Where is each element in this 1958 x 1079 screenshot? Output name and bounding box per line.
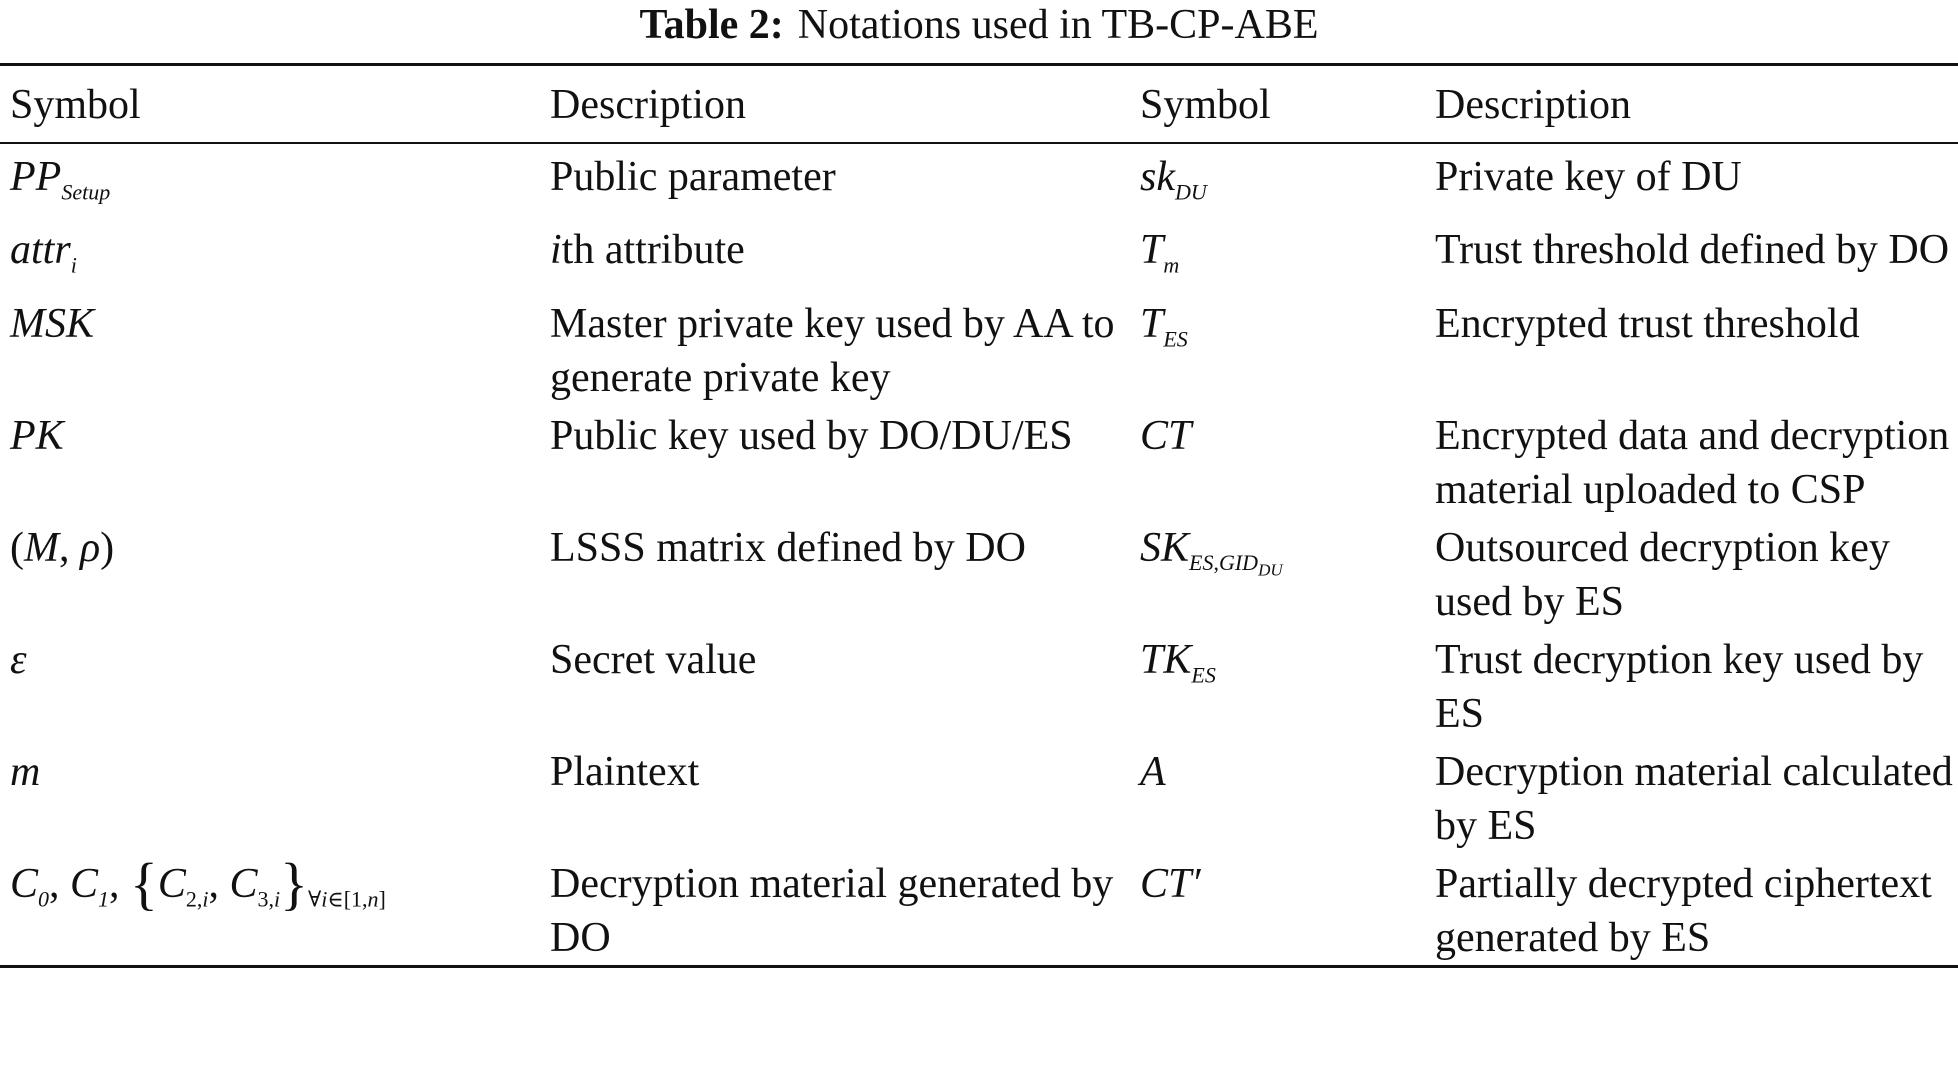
description-cell: Private key of DU bbox=[1435, 154, 1742, 200]
description-cell: Partially decrypted ciphertext generated by ES bbox=[1435, 860, 1932, 961]
header-symbol-2: Symbol bbox=[1140, 82, 1271, 128]
table-row bbox=[0, 293, 1958, 405]
description-cell: Encrypted data and decryption material uploaded to CSP bbox=[1435, 412, 1950, 513]
caption-label: Table 2: bbox=[639, 2, 784, 48]
symbol-cell: m bbox=[10, 748, 41, 795]
symbol-cell: $T_m$ bbox=[1140, 227, 1180, 278]
symbol-cell: $TK_{ES}$ bbox=[1140, 636, 1216, 688]
description-cell: Secret value bbox=[550, 636, 757, 683]
symbol-cell: $sk_{DU}$ bbox=[1140, 154, 1207, 205]
symbol-cell: PK bbox=[10, 412, 64, 459]
description-cell: Outsourced decryption key used by ES bbox=[1435, 524, 1890, 625]
table-row bbox=[0, 853, 1958, 967]
notations-table bbox=[0, 63, 1958, 968]
description-cell: Master private key used by AA to generate private key bbox=[550, 300, 1115, 401]
description-cell: Decryption material calculated by ES bbox=[1435, 748, 1953, 849]
header-description-1: Description bbox=[550, 82, 746, 128]
caption-text: Notations used in TB-CP-ABE bbox=[797, 2, 1319, 48]
symbol-cell: CT bbox=[1140, 412, 1192, 459]
symbol-cell: $T_{ES}$ bbox=[1140, 300, 1188, 352]
symbol-cell: CT′ bbox=[1140, 860, 1201, 907]
symbol-cell: (M, ρ) bbox=[10, 524, 115, 571]
table-body bbox=[0, 143, 1958, 966]
description-cell: Plaintext bbox=[550, 748, 700, 795]
description-cell: Trust threshold defined by DO bbox=[1435, 227, 1950, 274]
description-cell: Public key used by DO/DU/ES bbox=[550, 412, 1073, 459]
symbol-cell: A bbox=[1140, 748, 1166, 795]
table-row bbox=[0, 143, 1958, 219]
table-caption bbox=[0, 2, 1958, 48]
table-row bbox=[0, 741, 1958, 853]
symbol-cell: $PP_{Setup}$ bbox=[10, 154, 111, 205]
table-row bbox=[0, 219, 1958, 292]
table-row bbox=[0, 629, 1958, 741]
symbol-cell: MSK bbox=[10, 300, 94, 347]
table-row bbox=[0, 517, 1958, 629]
symbol-cell: $SK_{ES,GID_{DU}}$ bbox=[1140, 524, 1283, 580]
description-cell: LSSS matrix defined by DO bbox=[550, 524, 1026, 571]
description-cell: Encrypted trust threshold bbox=[1435, 300, 1860, 347]
symbol-cell: $C_0$, $C_1$, {$C_{2,i}$, $C_{3,i}\}_{\forall i\in[1,n]}$ bbox=[10, 850, 386, 916]
description-cell: Trust decryption key used by ES bbox=[1435, 636, 1924, 737]
description-cell: Public parameter bbox=[550, 154, 836, 200]
header-description-2: Description bbox=[1435, 82, 1631, 128]
symbol-cell: attr$_i$ bbox=[10, 227, 77, 278]
description-cell: Decryption material generated by DO bbox=[550, 860, 1114, 961]
symbol-cell: ε bbox=[10, 636, 27, 683]
header-row bbox=[0, 65, 1958, 144]
table-row bbox=[0, 405, 1958, 517]
description-cell: ith attribute bbox=[550, 227, 745, 274]
header-symbol-1: Symbol bbox=[10, 82, 141, 128]
